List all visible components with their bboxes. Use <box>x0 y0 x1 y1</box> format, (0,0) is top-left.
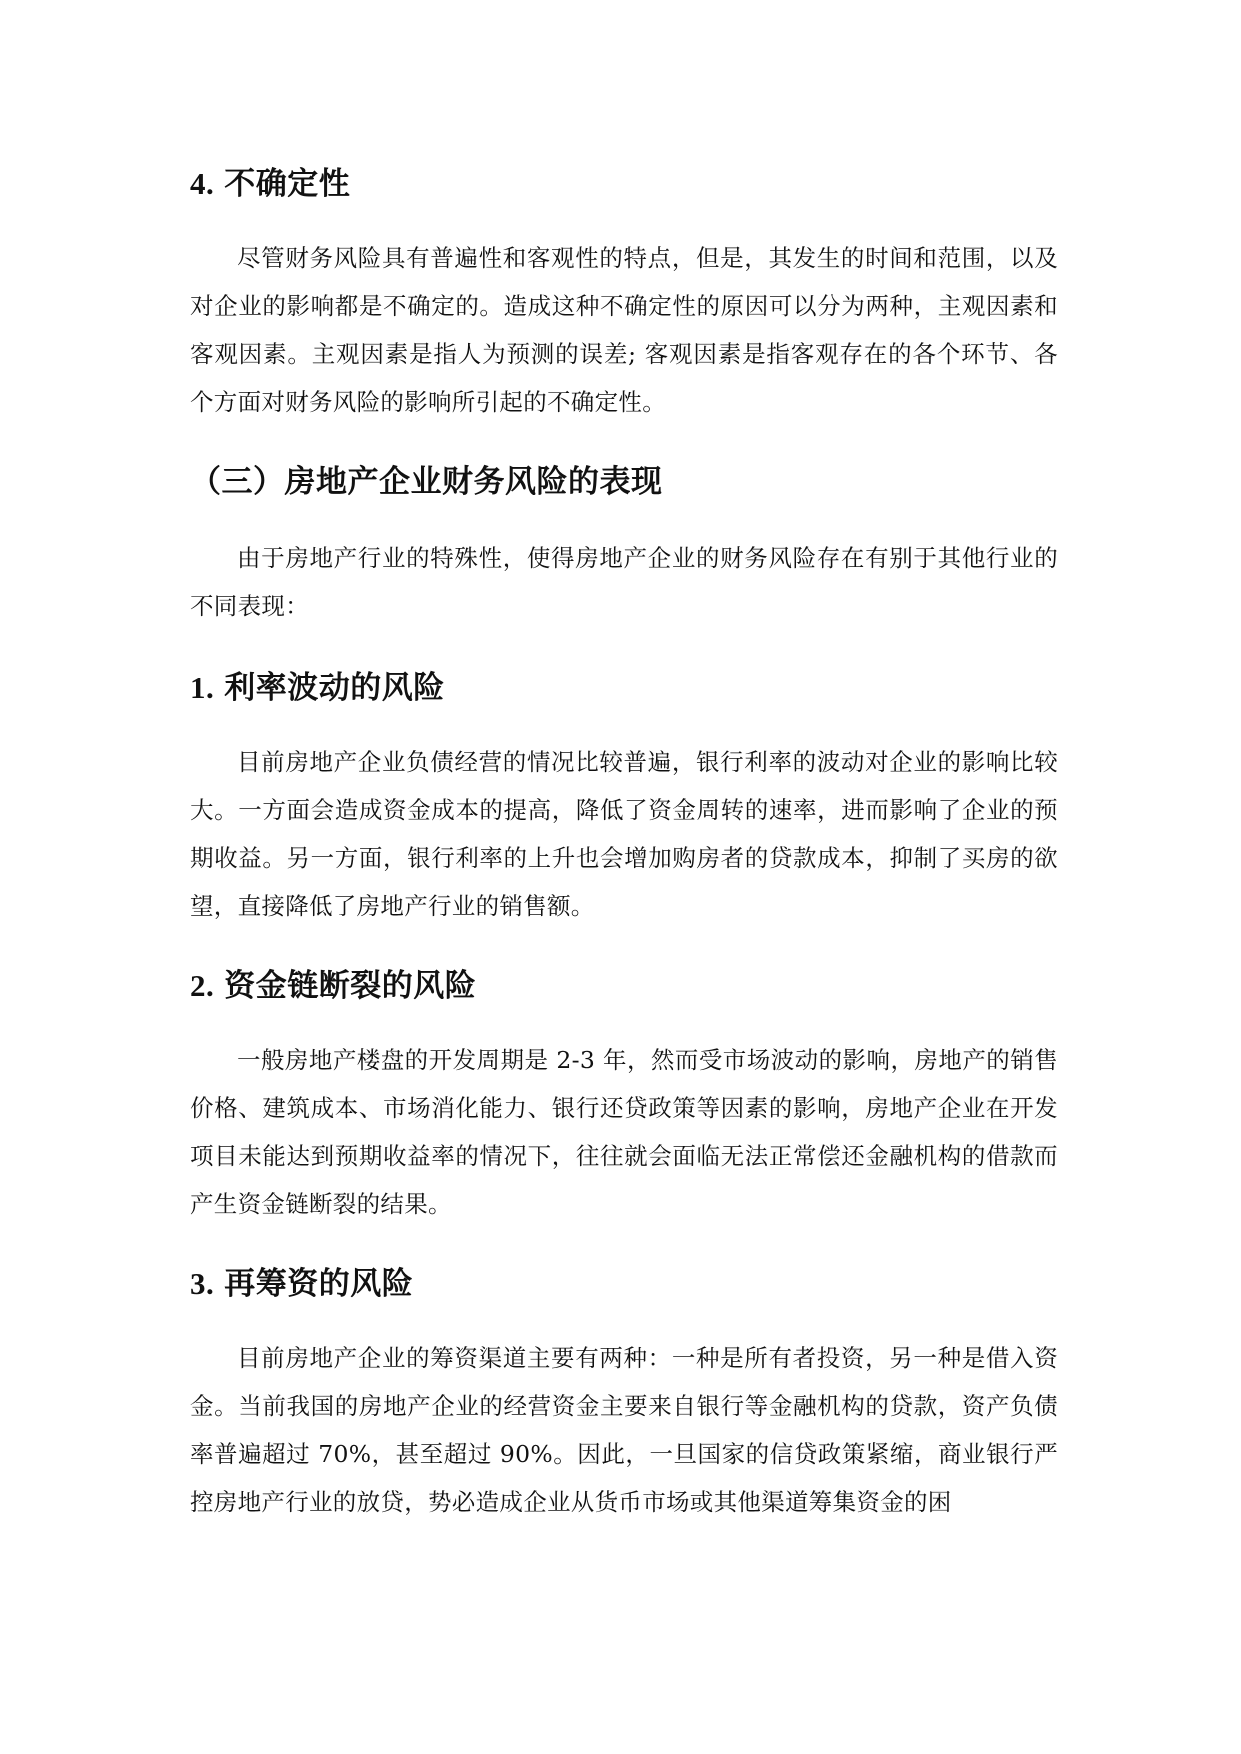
heading-number: 3. <box>190 1266 215 1301</box>
heading-number: 1. <box>190 670 215 705</box>
heading-number: 4. <box>190 166 215 201</box>
document-page <box>190 140 1058 1526</box>
paragraph-refinancing-risk: 目前房地产企业的筹资渠道主要有两种：一种是所有者投资，另一种是借入资金。当前我国的房地产企业的经营资金主要来自银行等金融机构的贷款，资产负债率普遍超过 70%，甚至超过 90%。因此，一旦国家的信贷政策紧缩，商业银行严控房地产行业的放贷，势必造成企业从货币市场或其他渠道筹集资金的困 <box>190 1344 1058 1516</box>
heading-text: 利率波动的风险 <box>224 670 445 706</box>
section-heading-interest-rate-risk <box>190 666 1058 710</box>
paragraph-interest-rate-risk: 目前房地产企业负债经营的情况比较普遍，银行利率的波动对企业的影响比较大。一方面会造成资金成本的提高，降低了资金周转的速率，进而影响了企业的预期收益。另一方面，银行利率的上升也会增加购房者的贷款成本，抑制了买房的欲望，直接降低了房地产行业的销售额。 <box>190 748 1058 920</box>
section-heading-capital-chain-risk <box>190 964 1058 1008</box>
heading-text: 不确定性 <box>224 166 351 202</box>
section-heading-refinancing-risk <box>190 1262 1058 1306</box>
heading-number: 2. <box>190 968 215 1003</box>
section-heading-uncertainty <box>190 162 1058 206</box>
section-heading-manifestations: （三）房地产企业财务风险的表现 <box>190 464 663 500</box>
paragraph-manifestations-intro: 由于房地产行业的特殊性，使得房地产企业的财务风险存在有别于其他行业的不同表现： <box>190 544 1058 620</box>
paragraph-capital-chain-risk: 一般房地产楼盘的开发周期是 2-3 年，然而受市场波动的影响，房地产的销售价格、建筑成本、市场消化能力、银行还贷政策等因素的影响，房地产企业在开发项目未能达到预期收益率的情况下，往往就会面临无法正常偿还金融机构的借款而产生资金链断裂的结果。 <box>190 1046 1058 1218</box>
heading-text: 资金链断裂的风险 <box>224 968 477 1004</box>
paragraph-uncertainty: 尽管财务风险具有普遍性和客观性的特点，但是，其发生的时间和范围，以及对企业的影响都是不确定的。造成这种不确定性的原因可以分为两种，主观因素和客观因素。主观因素是指人为预测的误差; 客观因素是指客观存在的各个环节、各个方面对财务风险的影响所引起的不确定性。 <box>190 244 1058 416</box>
heading-text: 再筹资的风险 <box>224 1266 414 1302</box>
